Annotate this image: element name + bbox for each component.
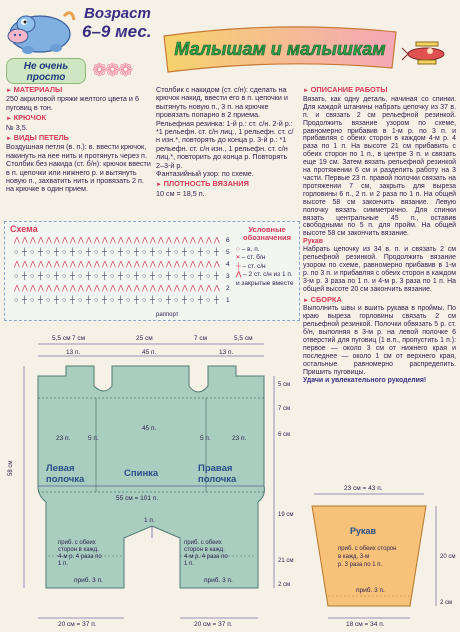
assembly-text: Выполнить швы и вшить рукава в проймы. По краю выреза горловины связать 2 см рельефной резинкой. Полочки обвязать 5 р. ст. б/н, выполняя в 3-м р. на левой полочке 6 отверстий для пуговиц (1 в.п., пропустить 1 п.): первое — около 3 см от нижнего края и последнее — около 1 см от верхнего края, остальные равномерно распределить. Пришить пуговицы. <box>303 305 456 376</box>
height-3: 6 см <box>278 432 291 438</box>
chart-stitch: ⋀ <box>198 237 204 244</box>
chart-stitch: ⋀ <box>94 237 100 244</box>
hippo-mascot-icon <box>4 4 76 56</box>
chart-stitch: ○ <box>14 273 19 280</box>
chart-stitch: ○ <box>126 297 131 304</box>
chart-stitch: ⋀ <box>94 261 100 268</box>
chart-stitch: ┼ <box>86 297 91 304</box>
chart-stitch: ⋀ <box>110 261 116 268</box>
chart-stitch: ┼ <box>214 273 219 280</box>
chart-stitch: ⋀ <box>14 285 20 292</box>
sleeve-bottom: 18 см = 34 п. <box>346 621 385 628</box>
stitch-dc: Столбик без накида (ст. б/н): крючок ввести в п. цепочки или нижнего р. и вытянуть новую п., захватить нить и провязать 2 п. на крючке в один прием. <box>6 159 151 194</box>
bottom-right: 20 см = 37 п. <box>194 621 233 628</box>
legend-symbol: ⋀ <box>236 271 244 279</box>
left-front-label-2: полочка <box>46 474 85 485</box>
stitch-chain: Воздушная петля (в. п.): в. ввести крючок, накинуть на нее нить и протянуть через п. <box>6 142 147 160</box>
legend-symbol: ┼ <box>236 262 243 270</box>
chart-stitch: ┼ <box>166 273 171 280</box>
chart-stitch: ⋀ <box>134 285 140 292</box>
chart-stitch: ○ <box>94 297 99 304</box>
chart-stitch: ○ <box>94 273 99 280</box>
height-5: 21 см <box>278 558 294 564</box>
height-6: 2 см <box>278 582 291 588</box>
chart-stitch: ⋀ <box>118 285 124 292</box>
chart-stitch: ○ <box>206 273 211 280</box>
leg-inc-left: приб. 3 п. <box>74 577 103 584</box>
chart-row-number: 2 <box>226 285 230 292</box>
chart-stitch: ○ <box>30 297 35 304</box>
sleeve-inc: приб. 3 п. <box>356 587 385 594</box>
chart-stitch: ⋀ <box>30 237 36 244</box>
chart-stitch: ⋀ <box>198 261 204 268</box>
chart-stitch: ┼ <box>38 297 43 304</box>
chart-stitch: ○ <box>46 297 51 304</box>
chart-stitch: ⋀ <box>182 285 188 292</box>
chart-stitch: ┼ <box>38 249 43 256</box>
chart-stitch: ┼ <box>102 249 107 256</box>
chart-stitch: ⋀ <box>190 261 196 268</box>
chart-stitch: ⋀ <box>118 261 124 268</box>
chart-stitch: ○ <box>78 249 83 256</box>
height-2: 7 см <box>278 406 291 412</box>
bottom-left: 20 см = 37 п. <box>58 621 97 628</box>
chart-stitch: ○ <box>110 297 115 304</box>
chart-stitch: ┼ <box>198 273 203 280</box>
chart-stitch: ┼ <box>70 273 75 280</box>
chart-stitch: ⋀ <box>206 237 212 244</box>
chart-stitch: ○ <box>46 273 51 280</box>
legend-item <box>236 271 298 288</box>
chart-stitch: ⋀ <box>30 285 36 292</box>
centre-stitch: 1 п. <box>144 517 155 524</box>
scheme-title: Схема <box>10 224 38 234</box>
chart-stitch: ○ <box>142 249 147 256</box>
chart-stitch: ⋀ <box>22 261 28 268</box>
age-value: 6–9 мес. <box>82 22 152 41</box>
chart-stitch: ○ <box>110 249 115 256</box>
right-front-label-2: полочка <box>198 474 237 485</box>
chart-stitch: ⋀ <box>38 285 44 292</box>
chart-stitch: ┼ <box>134 249 139 256</box>
chart-stitch: ○ <box>142 273 147 280</box>
chart-stitch: ⋀ <box>182 237 188 244</box>
age-label: Возраст <box>84 5 151 22</box>
materials-text: 250 акриловой пряжи желтого цвета и 6 пуговиц в тон. <box>6 94 139 112</box>
chart-stitch: ○ <box>190 273 195 280</box>
chart-stitch: ⋀ <box>86 285 92 292</box>
dim-top-5: 5,5 см <box>234 335 253 342</box>
materials-title: ► МАТЕРИАЛЫ <box>6 86 152 95</box>
chart-stitch: ⋀ <box>86 237 92 244</box>
sleeve-note-2: в кажд. 3-м <box>338 554 370 560</box>
right-text-column <box>303 84 456 385</box>
chart-stitch: ○ <box>174 273 179 280</box>
chart-stitch: ○ <box>30 273 35 280</box>
chart-stitch: ┼ <box>118 297 123 304</box>
back-label: Спинка <box>124 468 159 479</box>
chart-stitch: ⋀ <box>54 237 60 244</box>
chart-stitch: ⋀ <box>102 237 108 244</box>
stitch-chart <box>6 234 234 318</box>
gauge-text: 10 см = 18,5 п. <box>156 188 205 198</box>
chart-stitch: ┼ <box>150 297 155 304</box>
chart-stitch: ┼ <box>134 273 139 280</box>
chart-stitch: ○ <box>30 249 35 256</box>
left-text-column <box>6 84 152 194</box>
chart-stitch: ○ <box>14 297 19 304</box>
age-box <box>78 6 158 42</box>
dim-top-4: 7 см <box>194 335 208 342</box>
chart-stitch: ⋀ <box>198 285 204 292</box>
chart-stitch: ○ <box>78 297 83 304</box>
chart-stitch: ○ <box>174 249 179 256</box>
airplane-icon <box>400 32 452 72</box>
body-pattern-diagram <box>4 326 300 628</box>
chart-stitch: ○ <box>126 249 131 256</box>
chart-stitch: ⋀ <box>46 261 52 268</box>
chart-stitch: ⋀ <box>126 261 132 268</box>
legend-label: – ст. с/н <box>242 262 266 270</box>
leg-inc-right: приб. 3 п. <box>204 577 233 584</box>
chart-stitch: ┼ <box>118 273 123 280</box>
chart-stitch: ┼ <box>70 297 75 304</box>
chart-stitch: ⋀ <box>118 237 124 244</box>
chart-stitch: ○ <box>94 249 99 256</box>
leg-note-left: приб. с обеих сторон в кажд. 4-м р. 4 раза по 1 п. <box>58 540 102 567</box>
dim-top-1: 5,5 см <box>52 335 71 342</box>
chart-stitch: ⋀ <box>166 261 172 268</box>
chart-stitch: ⋀ <box>110 237 116 244</box>
chart-stitch: ┼ <box>150 249 155 256</box>
total-height: 58 см <box>8 460 14 476</box>
chart-stitch: ⋀ <box>166 237 172 244</box>
chart-stitch: ⋀ <box>142 261 148 268</box>
chart-stitch: ○ <box>62 249 67 256</box>
sleeve-top: 23 см = 43 п. <box>344 485 383 492</box>
chart-stitch: ┼ <box>198 297 203 304</box>
stitches-title: ► ВИДЫ ПЕТЕЛЬ <box>6 134 152 143</box>
left-front-label-1: Левая <box>46 463 75 474</box>
stitch-ribbing: Рельефная резинка: 1-й р.: ст. с/н. 2-й р.: *1 рельефн. ст. с/н лиц., 1 рельефн. ст. с/н изн.*, повторять до конца р. 3-й р.: *1 рельефн. ст. с/н изн., 1 рельефн. ст. с/н лиц.*, повторить до конца р. Повторять 2–3-й р. <box>156 118 294 170</box>
chart-stitch: ┼ <box>182 297 187 304</box>
chart-stitch: ⋀ <box>190 237 196 244</box>
chart-row-number: 6 <box>226 237 230 244</box>
chart-stitch: ┼ <box>214 249 219 256</box>
chart-stitch: ⋀ <box>134 261 140 268</box>
chart-stitch: ⋀ <box>14 261 20 268</box>
difficulty-rings: ❁❁❁ <box>92 60 132 81</box>
mid-stitch-5: 23 п. <box>232 435 247 442</box>
legend-item <box>236 254 298 262</box>
rapport-label: раппорт <box>156 312 179 318</box>
chart-stitch: ⋀ <box>46 237 52 244</box>
sleeve-title: Рукав <box>303 238 323 246</box>
chart-stitch: ⋀ <box>30 261 36 268</box>
chart-stitch: ┼ <box>102 297 107 304</box>
assembly-footer: Удачи и увлекательного рукоделия! <box>303 376 427 384</box>
assembly-title: ► СБОРКА <box>303 296 456 306</box>
chart-stitch: ○ <box>142 297 147 304</box>
chart-stitch: ⋀ <box>174 237 180 244</box>
chart-stitch: ┼ <box>214 297 219 304</box>
chart-stitch: ⋀ <box>126 237 132 244</box>
chart-stitch: ┼ <box>134 297 139 304</box>
chart-stitch: ○ <box>158 249 163 256</box>
stitch-top-2: 45 п. <box>142 349 157 356</box>
chart-stitch: ┼ <box>198 249 203 256</box>
chart-stitch: ⋀ <box>214 237 220 244</box>
chart-stitch: ○ <box>158 297 163 304</box>
chart-row-number: 1 <box>226 297 230 304</box>
chart-stitch: ⋀ <box>78 237 84 244</box>
chart-stitch: ⋀ <box>94 285 100 292</box>
chart-stitch: ┼ <box>86 273 91 280</box>
sleeve-height-1: 20 см <box>440 554 456 560</box>
chart-stitch: ⋀ <box>46 285 52 292</box>
legend-label: – ст. б/н <box>241 254 266 262</box>
mid-stitch-2: 5 п. <box>88 435 99 442</box>
chart-stitch: ⋀ <box>190 285 196 292</box>
sleeve-height-2: 2 см <box>440 600 453 606</box>
chart-stitch: ┼ <box>118 249 123 256</box>
scheme-legend <box>236 226 298 318</box>
chart-stitch: ○ <box>62 273 67 280</box>
chart-stitch: ○ <box>206 249 211 256</box>
chart-stitch: ○ <box>190 249 195 256</box>
chart-stitch: ⋀ <box>110 285 116 292</box>
chart-stitch: ┼ <box>182 249 187 256</box>
chart-stitch: ○ <box>14 249 19 256</box>
chart-stitch: ⋀ <box>14 237 20 244</box>
chart-stitch: ⋀ <box>38 237 44 244</box>
chart-stitch: ⋀ <box>214 261 220 268</box>
sleeve-pattern-diagram <box>300 478 458 628</box>
chart-row-number: 3 <box>226 273 230 280</box>
middle-text-column <box>156 86 296 198</box>
sleeve-label: Рукав <box>350 526 377 536</box>
legend-label: – в. п. <box>241 246 260 253</box>
chart-stitch: ○ <box>206 297 211 304</box>
chart-stitch: ⋀ <box>102 285 108 292</box>
chart-stitch: ⋀ <box>22 237 28 244</box>
chart-stitch: ⋀ <box>166 285 172 292</box>
gauge-title: ► ПЛОТНОСТЬ ВЯЗАНИЯ <box>156 180 296 189</box>
chart-stitch: ⋀ <box>126 285 132 292</box>
chart-stitch: ○ <box>190 297 195 304</box>
chart-stitch: ⋀ <box>62 237 68 244</box>
chart-stitch: ⋀ <box>150 285 156 292</box>
stitch-fancy: Фантазийный узор: по схеме. <box>156 169 254 179</box>
chart-stitch: ○ <box>78 273 83 280</box>
legend-title: Условные обозначения <box>243 225 291 242</box>
chart-stitch: ○ <box>46 249 51 256</box>
chart-stitch: ⋀ <box>206 261 212 268</box>
chart-stitch: ⋀ <box>70 285 76 292</box>
chart-row-number: 4 <box>226 261 230 268</box>
chart-stitch: ⋀ <box>158 285 164 292</box>
chart-stitch: ○ <box>110 273 115 280</box>
chart-stitch: ○ <box>174 297 179 304</box>
hook-text: № 3,5. <box>6 122 28 132</box>
chart-stitch: ┼ <box>150 273 155 280</box>
chart-stitch: ⋀ <box>134 237 140 244</box>
chart-stitch: ○ <box>62 297 67 304</box>
chart-stitch: ┼ <box>22 249 27 256</box>
chart-stitch: ┼ <box>54 297 59 304</box>
chart-stitch: ┼ <box>102 273 107 280</box>
difficulty-badge <box>6 58 86 84</box>
chart-stitch: ⋀ <box>78 261 84 268</box>
sleeve-note-3: р. 3 раза по 1 п. <box>338 562 383 568</box>
stitch-top-3: 13 п. <box>219 349 234 356</box>
chart-stitch: ┼ <box>22 273 27 280</box>
banner-title: Малышам и малышкам <box>174 39 386 59</box>
chart-stitch: ⋀ <box>22 285 28 292</box>
chart-stitch: ⋀ <box>54 285 60 292</box>
leg-note-right: приб. с обеих сторон в кажд. 4-м р. 4 раза по 1 п. <box>184 540 228 567</box>
chart-stitch: ┼ <box>54 249 59 256</box>
right-front-label-1: Правая <box>198 463 233 474</box>
sleeve-note-1: приб. с обеих сторон <box>338 546 397 552</box>
height-4: 19 см <box>278 512 294 518</box>
chart-stitch: ⋀ <box>62 285 68 292</box>
chart-stitch: ⋀ <box>142 237 148 244</box>
difficulty-label: Не очень просто <box>23 61 69 83</box>
width-total: 55 см = 101 п. <box>116 495 159 502</box>
dim-top-2: 7 см <box>72 335 86 342</box>
chart-stitch: ⋀ <box>62 261 68 268</box>
mid-stitch-1: 23 п. <box>56 435 71 442</box>
legend-symbol: × <box>236 254 242 262</box>
sleeve-body: Набрать цепочку из 34 в. п. и связать 2 см рельефной резинкой. Продолжить вязание узором по схеме, равномерно прибавив в 1-м р. по 3 п. и прибавляя с обеих сторон в каждом 3-м р. 3 раза по 1 п. и 4-м р. 3 раза по 1 п. На общей высоте 20 см закончить вязание. <box>303 246 456 293</box>
chart-stitch: ┼ <box>86 249 91 256</box>
chart-stitch: ⋀ <box>182 261 188 268</box>
chart-stitch: ┼ <box>166 249 171 256</box>
mid-stitch-4: 5 п. <box>200 435 211 442</box>
chart-stitch: ┼ <box>22 297 27 304</box>
chart-stitch: ⋀ <box>86 261 92 268</box>
chart-stitch: ┼ <box>70 249 75 256</box>
chart-stitch: ┼ <box>38 273 43 280</box>
mid-stitch-3: 45 п. <box>142 425 157 432</box>
chart-stitch: ⋀ <box>54 261 60 268</box>
chart-stitch: ○ <box>126 273 131 280</box>
hook-title: ► КРЮЧОК <box>6 114 152 123</box>
stitch-top-1: 13 п. <box>66 349 81 356</box>
dim-top-3: 25 см <box>136 335 153 342</box>
chart-stitch: ⋀ <box>78 285 84 292</box>
chart-stitch: ⋀ <box>158 237 164 244</box>
chart-stitch: ⋀ <box>158 261 164 268</box>
chart-stitch: ⋀ <box>214 285 220 292</box>
chart-stitch: ⋀ <box>70 237 76 244</box>
chart-row-number: 5 <box>226 249 230 256</box>
chart-stitch: ⋀ <box>38 261 44 268</box>
height-1: 5 см <box>278 382 291 388</box>
title-banner <box>160 18 400 74</box>
legend-symbol: ○ <box>236 246 242 253</box>
chart-stitch: ⋀ <box>206 285 212 292</box>
stitch-tr: Столбик с накидом (ст. с/н): сделать на крючок накид, ввести его в п. цепочки и вытянуть новую п., 3 п. на крючке провязать попарно в 2 приема. <box>156 85 288 120</box>
chart-stitch: ⋀ <box>150 261 156 268</box>
chart-stitch: ┼ <box>182 273 187 280</box>
legend-label: – 2 ст. с/н из 1 п. и закрытые вместе <box>236 271 294 287</box>
legend-item <box>236 263 298 271</box>
description-title: ► ОПИСАНИЕ РАБОТЫ <box>303 86 456 96</box>
chart-stitch: ⋀ <box>150 237 156 244</box>
chart-stitch: ┼ <box>166 297 171 304</box>
chart-stitch: ⋀ <box>70 261 76 268</box>
chart-stitch: ⋀ <box>142 285 148 292</box>
chart-stitch: ⋀ <box>174 261 180 268</box>
chart-stitch: ⋀ <box>102 261 108 268</box>
chart-stitch: ┼ <box>54 273 59 280</box>
description-body: Вязать, как одну деталь, начиная со спинки. Для каждой штанины набрать цепочку из 37 в. п. и связать 2 см рельефной резинкой. Продолжить вязание узором по схеме, равномерно прибавив в 1-м р. по 3 п. и прибавляя с обеих сторон в каждом 4-м р. 4 раза по 1 п. На высоте 21 см прибавить с обеих сторон по 1 п., в центре 3 п. и связать еще 19 см. Затем вязать рельефной резинкой на протяжении 6 см и разделить работу на 3 части. Первые 23 п. правой полочки связать на протяжении 7 см, закрыть для выреза горловины 6 п., 2 п. и 2 раза по 1 п. На общей высоте 58 см закончить вязание. Левую полочку вязать симметрично. Для спинки вязать центральные 45 п., оставив свободными по 5 п. для пройм. На общей высоте 58 см закончить вязание. <box>303 95 456 238</box>
chart-stitch: ○ <box>158 273 163 280</box>
chart-stitch: ⋀ <box>174 285 180 292</box>
